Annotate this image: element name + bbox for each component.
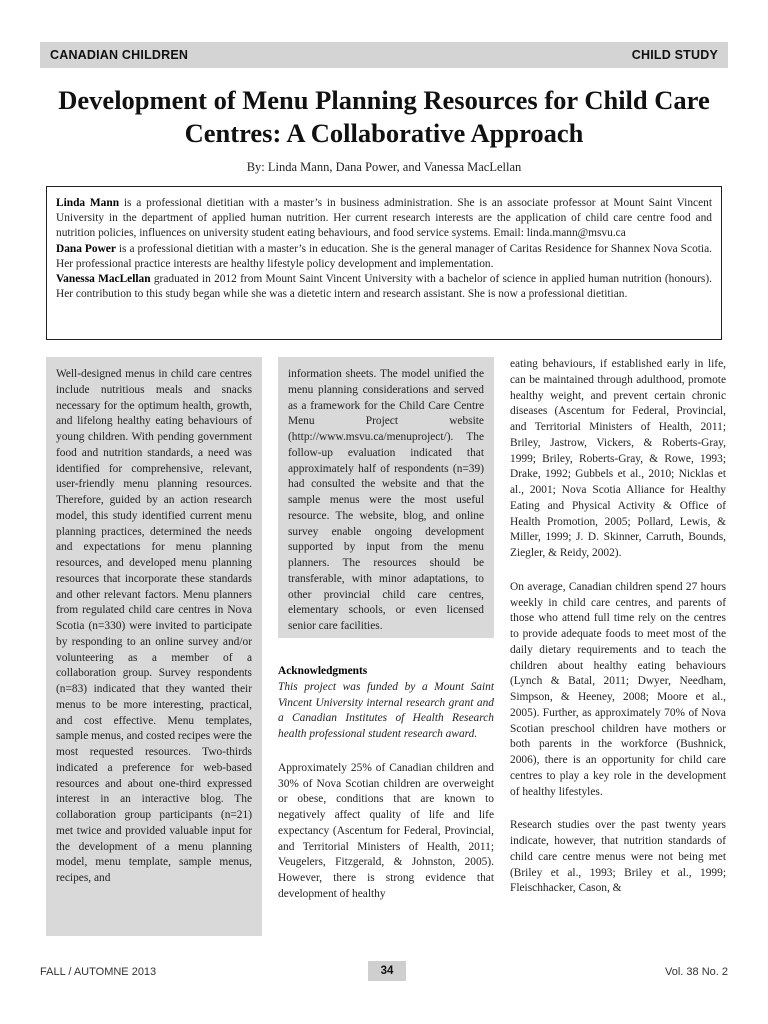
body-paragraph: eating behaviours, if established early in life, can be maintained through adulthood, promote healthy weight, and prevent certain chronic diseases (Ascentum for Federal, Provincial, and Territorial Ministers of Health, 2011; Briley, Jastrow, Vickers, & Roberts-Gray, 1999; Briley, Roberts-Gray, & Rowe, 1993; Drake, 1992; Gubbels et al., 2010; Nicklas et al., 2001; Nova Scotia Alliance for Healthy Eating and Physical Activity & Office of Health Promotion, 2005; Pollard, Lewis, & Miller, 1999; J. D. Skinner, Carruth, Bounds, Ziegler, & Reidy, 2002). bbox=[510, 358, 726, 559]
abstract-column-1 bbox=[46, 357, 262, 936]
author-name: Dana Power bbox=[56, 242, 116, 255]
author-name: Linda Mann bbox=[56, 197, 120, 209]
acknowledgments-heading: Acknowledgments bbox=[278, 665, 368, 677]
acknowledgments-text: This project was funded by a Mount Saint Vincent University internal research grant and a Canadian Institutes of Health Research health professional student research award. bbox=[278, 680, 494, 740]
body-paragraph: Research studies over the past twenty years indicate, however, that nutrition standards of child care centre menus were not being met (Briley et al., 1993; Briley et al., 1999; Fleischhacker, Cason, & bbox=[510, 819, 726, 895]
author-name: Vanessa MacLellan bbox=[56, 273, 151, 286]
abstract-column-2 bbox=[278, 357, 494, 638]
header-section-right: CHILD STUDY bbox=[631, 48, 718, 62]
abstract-text-part-2: information sheets. The model unified the menu planning considerations and served as a framework for the Child Care Centre Menu Project website (http://www.msvu.ca/menuproject/). The follow-up evaluation indicated that approximately half of respondents (n=39) had consulted the website and that the sample menus were the most useful resource. The website, blog, and online survey enable ongoing development supported by input from the menu planners. The resources should be transferable, with minor adaptations, to other provincial child care centres, elementary schools, or even licensed senior care facilities. bbox=[288, 368, 484, 632]
byline: By: Linda Mann, Dana Power, and Vanessa MacLellan bbox=[246, 160, 522, 174]
author-bio bbox=[56, 242, 712, 272]
author-bio-text: is a professional dietitian with a master’s in education. She is the general manager of Caritas Residence for Shannex Nova Scotia. Her professional practice interests are healthy lifestyle policy development and implementation. bbox=[56, 242, 713, 270]
author-bio-text: is a professional dietitian with a master’s in business administration. She is an associate professor at Mount Saint Vincent University in the department of applied human nutrition. Her current research interests are the application of child care centre food and nutrition policies, influences on university student eating behaviours, and food service systems. Email: linda.mann@msvu.ca bbox=[56, 197, 712, 240]
page-number: 34 bbox=[368, 961, 406, 981]
running-header bbox=[40, 42, 728, 68]
author-bio bbox=[56, 272, 712, 302]
body-paragraph: On average, Canadian children spend 27 hours weekly in child care centres, and parents of those who attend full time rely on the centres to provide adequate foods to meet most of the daily dietary requirements and to teach the children about healthy eating behaviours (Lynch & Batal, 2011; Dwyer, Needham, Simpson, & Heeney, 2008; Moore et al., 2005). Further, as approximately 70% of Nova Scotian preschool children have mothers or both parents in the workforce (Bushnick, 2006), there is an opportunity for child care centres to play a key role in the development of healthy lifestyles. bbox=[510, 580, 726, 798]
body-column-3 bbox=[510, 357, 726, 897]
article-title: Development of Menu Planning Resources for Child Care Centres: A Collaborative Approach bbox=[58, 85, 710, 148]
author-bios-box bbox=[46, 186, 722, 340]
abstract-text-part-1: Well-designed menus in child care centres include nutritious meals and snacks necessary for the optimum health, growth, and lifelong healthy eating behaviours of young children. With pending government food and nutrition standards, a need was identified for comprehensive, relevant, user-friendly menu planning resources. Therefore, guided by an action research model, this study identified current menu planning practices, determined the needs and expectations for menu planning resources, and developed menu planning resources that incorporate these standards and other relevant factors. Menu planners from regulated child care centres in Nova Scotia (n=330) were invited to participate by responding to an online survey and/or volunteering as a member of a collaboration group. Survey respondents (n=83) indicated that they wanted their menus to be more interesting, practical, and cost effective. Menu templates, sample menus, and costed recipes were the most requested resources. Two-thirds indicated a preference for web-based resources and about one-third expressed interest in an interactive blog. The collaboration group participants (n=21) met twice and provided valuable input for the development of a menu planning model, menu template, sample menus, recipes, and bbox=[56, 368, 252, 884]
body-paragraph: Approximately 25% of Canadian children and 30% of Nova Scotian children are overweight or obese, conditions that are known to negatively affect quality of life and life expectancy (Ascentum for Federal, Provincial, and Territorial Ministers of Health, 2011; Veugelers, Fitzgerald, & Johnston, 2005). However, there is strong evidence that development of healthy bbox=[278, 761, 494, 900]
header-section-left: CANADIAN CHILDREN bbox=[50, 48, 189, 62]
footer-issue: FALL / AUTOMNE 2013 bbox=[40, 966, 157, 978]
footer-volume: Vol. 38 No. 2 bbox=[665, 966, 728, 978]
author-bio bbox=[56, 196, 712, 242]
body-column-2 bbox=[278, 664, 494, 903]
author-bio-text: graduated in 2012 from Mount Saint Vincent University with a bachelor of science in applied human nutrition (honours). Her contribution to this study began while she was a dietetic intern and research assistant. She is now a professional dietitian. bbox=[56, 273, 712, 301]
